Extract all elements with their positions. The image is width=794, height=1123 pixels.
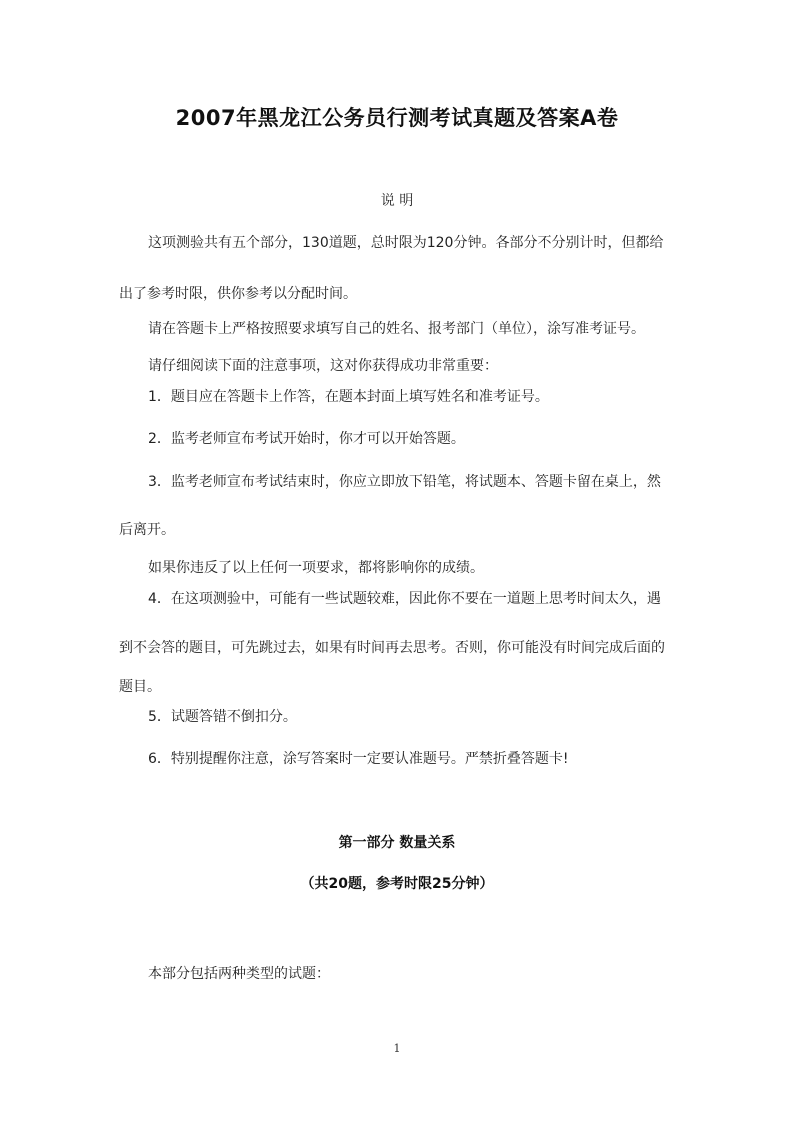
note-2: 2．监考老师宣布考试开始时，你才可以开始答题。 <box>148 431 465 447</box>
note-4-line-2: 到不会答的题目，可先跳过去，如果有时间再去思考。否则，你可能没有时间完成后面的 <box>119 640 665 656</box>
section-subheading: （共20题，参考时限25分钟） <box>300 876 494 892</box>
section-heading: 第一部分 数量关系 <box>338 835 456 851</box>
intro-heading: 说 明 <box>380 193 414 209</box>
paragraph-1-line-2: 出了参考时限，供你参考以分配时间。 <box>119 286 357 302</box>
note-4-line-3: 题目。 <box>119 679 161 695</box>
note-3-line-3: 如果你违反了以上任何一项要求，都将影响你的成绩。 <box>148 560 484 576</box>
note-3-line-1: 3．监考老师宣布考试结束时，你应立即放下铅笔，将试题本、答题卡留在桌上，然 <box>148 474 661 490</box>
note-3-line-2: 后离开。 <box>119 522 175 538</box>
paragraph-1-line-1: 这项测验共有五个部分，130道题，总时限为120分钟。各部分不分别计时，但都给 <box>148 235 664 251</box>
note-1: 1．题目应在答题卡上作答，在题本封面上填写姓名和准考证号。 <box>148 389 549 405</box>
note-5: 5．试题答错不倒扣分。 <box>148 709 297 725</box>
section-intro: 本部分包括两种类型的试题： <box>148 966 330 982</box>
note-4-line-1: 4．在这项测验中，可能有一些试题较难，因此你不要在一道题上思考时间太久，遇 <box>148 591 661 607</box>
note-6: 6．特别提醒你注意，涂写答案时一定要认准题号。严禁折叠答题卡! <box>148 751 569 767</box>
paragraph-3: 请仔细阅读下面的注意事项，这对你获得成功非常重要： <box>148 358 498 374</box>
page-number: 1 <box>393 1042 401 1055</box>
document-title: 2007年黑龙江公务员行测考试真题及答案A卷 <box>175 106 619 130</box>
paragraph-2: 请在答题卡上严格按照要求填写自己的姓名、报考部门（单位），涂写准考证号。 <box>148 321 645 337</box>
